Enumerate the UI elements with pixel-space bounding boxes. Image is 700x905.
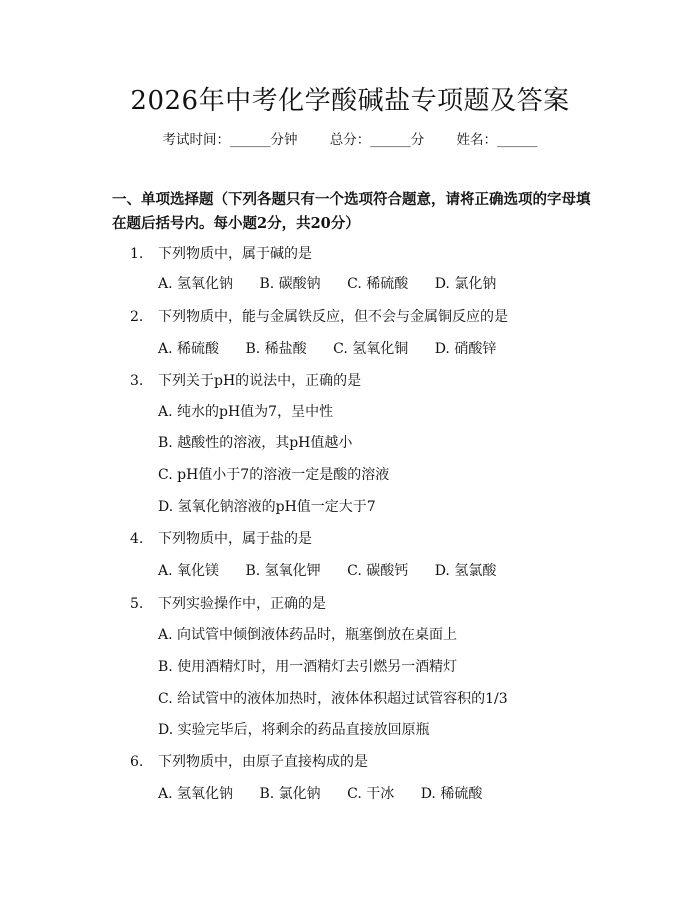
option-b: B. 氯化钠: [259, 786, 321, 802]
option-b: B. 越酸性的溶液，其pH值越小: [158, 435, 353, 451]
question-text: 下列物质中，属于碱的是: [158, 246, 312, 262]
option-a: A. 稀硫酸: [158, 341, 220, 357]
option-d: D. 实验完毕后，将剩余的药品直接放回原瓶: [158, 722, 430, 738]
question-number: 4.: [130, 531, 144, 547]
option-b: B. 氢氧化钾: [245, 563, 321, 579]
option-d: D. 氯化钠: [434, 276, 497, 292]
option-c: C. 稀硫酸: [347, 276, 409, 292]
option-a: A. 氢氧化钠: [158, 276, 234, 292]
question-number: 2.: [130, 309, 144, 325]
option-b: B. 使用酒精灯时，用一酒精灯去引燃另一酒精灯: [158, 659, 458, 675]
exam-meta: [0, 130, 700, 150]
option-a: A. 向试管中倾倒液体药品时，瓶塞倒放在桌面上: [158, 627, 458, 643]
option-d: D. 硝酸锌: [434, 341, 497, 357]
option-b: B. 稀盐酸: [245, 341, 307, 357]
option-c: C. 干冰: [347, 786, 395, 802]
section-heading: 一、单项选择题（下列各题只有一个选项符合题意，请将正确选项的字母填在题后括号内。每小题2分，共20分）: [112, 191, 591, 232]
page-title: 2026年中考化学酸碱盐专项题及答案: [130, 86, 570, 116]
option-c: C. 给试管中的液体加热时，液体体积超过试管容积的1/3: [158, 691, 508, 707]
question-text: 下列物质中，能与金属铁反应，但不会与金属铜反应的是: [158, 309, 508, 325]
option-row: [158, 273, 598, 295]
option-d: D. 氢氧化钠溶液的pH值一定大于7: [158, 499, 376, 515]
option-a: A. 纯水的pH值为7，呈中性: [158, 404, 334, 420]
option-c: C. 氢氧化铜: [333, 341, 409, 357]
question-text: 下列物质中，属于盐的是: [158, 531, 312, 547]
question-text: 下列物质中，由原子直接构成的是: [158, 754, 368, 770]
option-d: D. 稀硫酸: [420, 786, 483, 802]
option-a: A. 氢氧化钠: [158, 786, 234, 802]
total-score-field: 总分：______分: [329, 132, 425, 148]
option-b: B. 碳酸钠: [259, 276, 321, 292]
student-name-field: 姓名：______: [456, 132, 538, 148]
option-d: D. 氢氯酸: [434, 563, 497, 579]
question-number: 6.: [130, 754, 144, 770]
question-number: 5.: [130, 596, 144, 612]
option-a: A. 氧化镁: [158, 563, 220, 579]
question-number: 3.: [130, 373, 144, 389]
option-row: [158, 338, 598, 360]
option-c: C. 碳酸钙: [347, 563, 409, 579]
question-number: 1.: [130, 246, 144, 262]
option-row: [158, 560, 598, 582]
exam-time-field: 考试时间：______分钟: [162, 132, 298, 148]
option-c: C. pH值小于7的溶液一定是酸的溶液: [158, 467, 390, 483]
question-text: 下列实验操作中，正确的是: [158, 596, 326, 612]
question-text: 下列关于pH的说法中，正确的是: [158, 373, 362, 389]
option-row: [158, 783, 598, 805]
